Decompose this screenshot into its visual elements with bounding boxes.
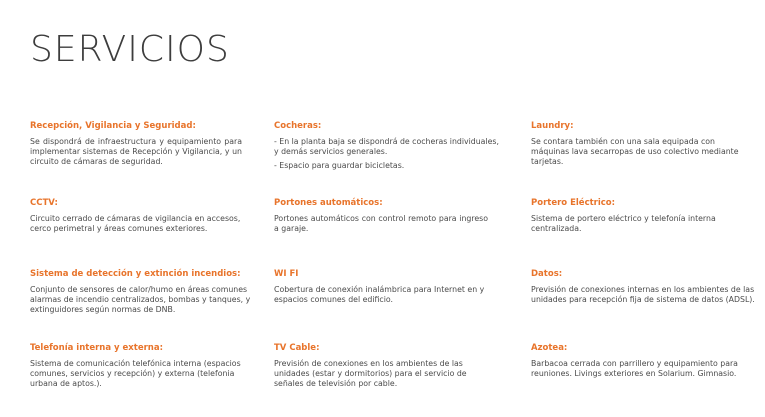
service-description: Barbacoa cerrada con parrillero y equipamiento para reuniones. Livings exteriores en Solarium. Gimnasio. — [531, 359, 738, 378]
service-description: Se dispondrá de infraestructura y equipamiento para implementar sistemas de Recepción y Vigilancia, y un circuito de cámaras de seguridad. — [30, 137, 242, 166]
service-heading: CCTV: — [30, 198, 58, 208]
service-tvcable — [274, 342, 484, 393]
service-recepcion — [30, 120, 242, 171]
service-heading: Telefonía interna y externa: — [30, 343, 163, 353]
service-heading: TV Cable: — [274, 343, 320, 353]
service-description: Previsión de conexiones internas en los ambientes de las unidades para recepción fija de sistema de datos (ADSL). — [531, 285, 755, 304]
service-azotea — [531, 342, 755, 383]
service-description: - En la planta baja se dispondrá de cocheras individuales, y demás servicios generales. — [274, 137, 499, 156]
service-portero — [531, 197, 743, 238]
service-wifi — [274, 268, 498, 309]
service-description: Cobertura de conexión inalámbrica para Internet en y espacios comunes del edificio. — [274, 285, 485, 304]
service-description: Conjunto de sensores de calor/humo en áreas comunes alarmas de incendio centralizados, bombas y tanques, y extinguidores según normas de DNB. — [30, 285, 251, 314]
service-laundry — [531, 120, 753, 171]
service-description: Se contara también con una sala equipada con máquinas lava secarropas de uso colectivo mediante tarjetas. — [531, 137, 739, 166]
service-cctv — [30, 197, 260, 238]
service-cocheras — [274, 120, 502, 175]
service-incendios — [30, 268, 270, 319]
page-title: SERVICIOS — [30, 29, 230, 70]
service-heading: Portero Eléctrico: — [531, 198, 616, 208]
service-heading: Portones automáticos: — [274, 198, 383, 208]
service-portones — [274, 197, 488, 238]
service-datos — [531, 268, 757, 309]
service-description: Sistema de portero eléctrico y telefonía interna centralizada. — [531, 214, 716, 233]
service-heading: Datos: — [531, 269, 563, 279]
service-telefonia — [30, 342, 258, 393]
service-description: Circuito cerrado de cámaras de vigilancia en accesos, cerco perimetral y áreas comunes exteriores. — [30, 214, 241, 233]
service-description-extra: - Espacio para guardar bicicletas. — [274, 161, 405, 170]
service-heading: Azotea: — [531, 343, 568, 353]
service-description: Previsión de conexiones en los ambientes de las unidades (estar y dormitorios) para el servicio de señales de televisión por cable. — [274, 359, 467, 388]
service-heading: Recepción, Vigilancia y Seguridad: — [30, 121, 196, 131]
service-heading: Sistema de detección y extinción incendios: — [30, 269, 241, 279]
service-heading: Cocheras: — [274, 121, 322, 131]
service-heading: Laundry: — [531, 121, 574, 131]
service-heading: WI FI — [274, 269, 299, 279]
service-description: Portones automáticos con control remoto para ingreso a garaje. — [274, 214, 488, 233]
service-description: Sistema de comunicación telefónica interna (espacios comunes, servicios y recepción) y externa (telefonia urbana de aptos.). — [30, 359, 241, 388]
